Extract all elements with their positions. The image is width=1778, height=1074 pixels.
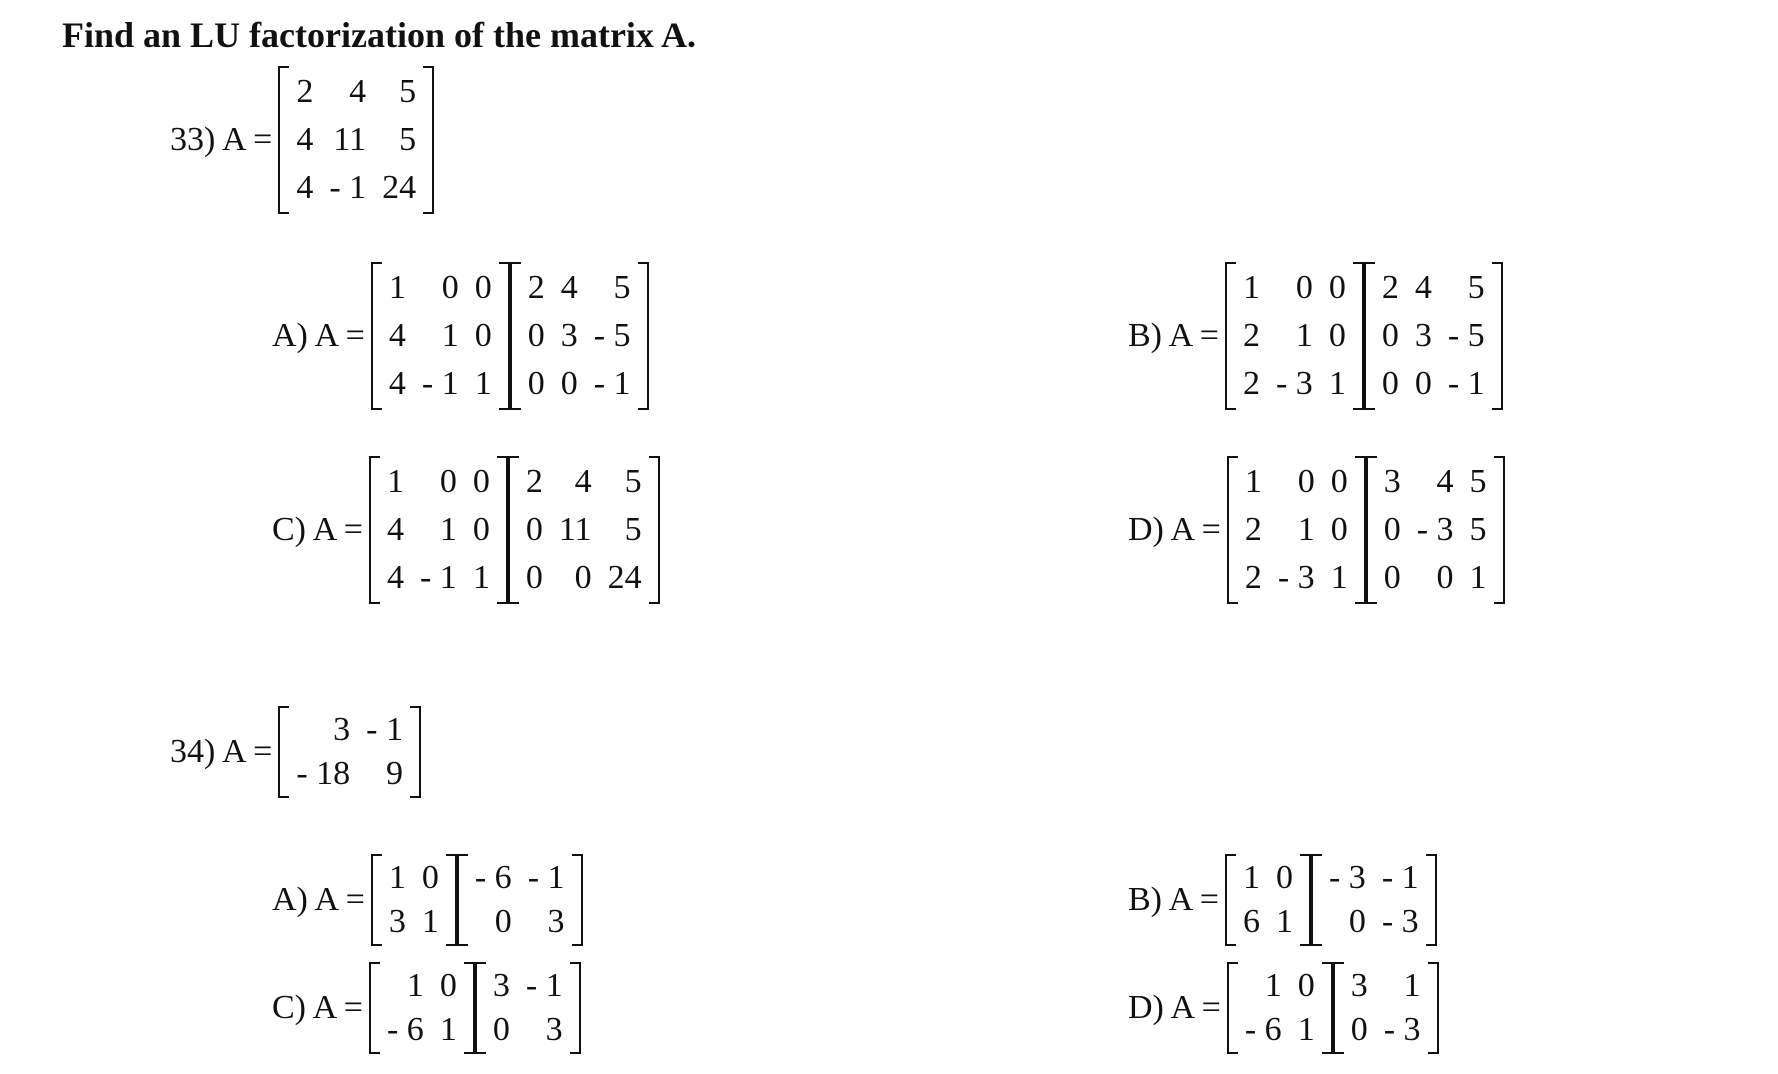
- problem-33-choice-b: [1128, 262, 1503, 410]
- matrix-entry: - 6: [474, 859, 512, 896]
- choice-label: C) A =: [272, 989, 363, 1026]
- matrix-entry: 0: [525, 511, 543, 548]
- problem-34-matrix: [278, 706, 421, 798]
- matrix-entry: 2: [296, 73, 314, 110]
- matrix-entry: 11: [558, 511, 592, 548]
- problem-33-statement: [170, 66, 434, 214]
- matrix-entry: 4: [560, 269, 578, 306]
- problem-34-statement: [170, 706, 421, 798]
- choice-label: B) A =: [1128, 881, 1219, 918]
- l-matrix: [1225, 854, 1311, 946]
- matrix-entry: 1: [441, 317, 459, 354]
- matrix-entry: 0: [1295, 269, 1313, 306]
- matrix-entry: 3: [333, 711, 351, 748]
- matrix-entry: 11: [333, 121, 367, 158]
- matrix-entry: 1: [439, 1011, 457, 1048]
- choice-label: A) A =: [272, 881, 365, 918]
- matrix-entry: 0: [474, 317, 492, 354]
- matrix-entry: - 6: [1244, 1011, 1282, 1048]
- problem-34-choice-b: [1128, 854, 1437, 946]
- matrix-entry: 5: [613, 269, 631, 306]
- l-matrix: [1227, 456, 1366, 604]
- matrix-entry: 0: [441, 269, 459, 306]
- matrix-entry: 0: [1383, 559, 1401, 596]
- matrix-entry: 24: [382, 169, 417, 206]
- matrix-entry: 4: [388, 365, 406, 402]
- choice-label: D) A =: [1128, 989, 1221, 1026]
- page-title: Find an LU factorization of the matrix A.: [62, 15, 696, 55]
- matrix-entry: 4: [386, 511, 404, 548]
- matrix-entry: - 1: [329, 169, 367, 206]
- matrix-entry: - 3: [1416, 511, 1454, 548]
- matrix-entry: 1: [406, 967, 424, 1004]
- matrix-entry: 0: [1297, 463, 1315, 500]
- u-matrix: [1333, 962, 1439, 1054]
- matrix-entry: 0: [1348, 903, 1366, 940]
- matrix-entry: 2: [1244, 511, 1262, 548]
- matrix-entry: 0: [1381, 317, 1399, 354]
- matrix-entry: - 1: [421, 365, 459, 402]
- matrix-entry: 0: [1330, 463, 1348, 500]
- l-matrix: [1225, 262, 1364, 410]
- choice-label: C) A =: [272, 511, 363, 548]
- matrix-entry: - 1: [527, 859, 565, 896]
- choice-label: B) A =: [1128, 317, 1219, 354]
- matrix-entry: 0: [525, 559, 543, 596]
- matrix-entry: - 5: [593, 317, 631, 354]
- matrix-entry: 0: [439, 463, 457, 500]
- matrix-entry: 2: [1242, 317, 1260, 354]
- matrix-entry: 0: [421, 859, 439, 896]
- matrix-entry: 2: [1244, 559, 1262, 596]
- matrix-entry: 4: [386, 559, 404, 596]
- matrix-entry: 1: [1275, 903, 1293, 940]
- problem-34-choice-d: [1128, 962, 1439, 1054]
- matrix-entry: 9: [385, 755, 403, 792]
- matrix-entry: 1: [388, 269, 406, 306]
- matrix-entry: 0: [527, 365, 545, 402]
- matrix-entry: 5: [624, 511, 642, 548]
- matrix-entry: 0: [1328, 269, 1346, 306]
- problem-33-choice-a: [272, 262, 649, 410]
- matrix-entry: 3: [547, 903, 565, 940]
- matrix-entry: 0: [474, 269, 492, 306]
- l-matrix: [369, 456, 508, 604]
- matrix-entry: 3: [1414, 317, 1432, 354]
- matrix-entry: 1: [439, 511, 457, 548]
- matrix-entry: 1: [1242, 269, 1260, 306]
- problem-34-label: 34) A =: [170, 733, 273, 770]
- matrix-entry: - 3: [1383, 1011, 1421, 1048]
- matrix-entry: 5: [399, 121, 417, 158]
- matrix-entry: 1: [1295, 317, 1313, 354]
- matrix-entry: - 3: [1277, 559, 1315, 596]
- matrix-entry: 1: [1469, 559, 1487, 596]
- matrix-entry: 4: [574, 463, 592, 500]
- matrix-entry: 2: [1242, 365, 1260, 402]
- matrix-entry: 0: [560, 365, 578, 402]
- matrix-entry: 4: [296, 169, 314, 206]
- matrix-entry: - 18: [296, 755, 351, 792]
- matrix-entry: 0: [574, 559, 592, 596]
- l-matrix: [369, 962, 475, 1054]
- matrix-entry: 2: [527, 269, 545, 306]
- matrix-entry: 3: [492, 967, 510, 1004]
- matrix-entry: 1: [1328, 365, 1346, 402]
- matrix-entry: 1: [388, 859, 406, 896]
- matrix-entry: 4: [296, 121, 314, 158]
- matrix-entry: 1: [474, 365, 492, 402]
- matrix-entry: 6: [1242, 903, 1260, 940]
- l-matrix: [1227, 962, 1333, 1054]
- matrix-entry: 0: [472, 511, 490, 548]
- matrix-entry: 5: [1469, 511, 1487, 548]
- problem-33-label: 33) A =: [170, 121, 273, 158]
- problem-33-matrix: [278, 66, 434, 214]
- matrix-entry: 1: [386, 463, 404, 500]
- matrix-entry: 4: [1436, 463, 1454, 500]
- matrix-entry: 1: [472, 559, 490, 596]
- matrix-entry: - 1: [419, 559, 457, 596]
- matrix-entry: 0: [1414, 365, 1432, 402]
- u-matrix: [1364, 262, 1503, 410]
- problem-34-choice-a: [272, 854, 583, 946]
- matrix-entry: - 3: [1381, 903, 1419, 940]
- problem-33-choice-c: [272, 456, 660, 604]
- matrix-entry: 0: [1383, 511, 1401, 548]
- matrix-entry: - 1: [366, 711, 403, 748]
- matrix-entry: - 1: [1447, 365, 1485, 402]
- matrix-entry: 3: [388, 903, 406, 940]
- matrix-entry: 1: [1330, 559, 1348, 596]
- matrix-entry: - 1: [1381, 859, 1419, 896]
- matrix-entry: 2: [1381, 269, 1399, 306]
- problem-34-choice-c: [272, 962, 581, 1054]
- matrix-entry: 1: [421, 903, 439, 940]
- matrix-entry: 0: [1297, 967, 1315, 1004]
- matrix-entry: - 5: [1447, 317, 1485, 354]
- matrix-entry: 3: [545, 1011, 563, 1048]
- choice-label: A) A =: [272, 317, 365, 354]
- matrix-entry: 3: [1350, 967, 1368, 1004]
- matrix-entry: - 1: [525, 967, 563, 1004]
- matrix-entry: 1: [1403, 967, 1421, 1004]
- matrix-entry: - 3: [1275, 365, 1313, 402]
- u-matrix: [510, 262, 649, 410]
- u-matrix: [457, 854, 583, 946]
- matrix-entry: 3: [560, 317, 578, 354]
- matrix-entry: 0: [472, 463, 490, 500]
- matrix-entry: - 6: [386, 1011, 424, 1048]
- u-matrix: [1311, 854, 1437, 946]
- matrix-entry: 5: [399, 73, 417, 110]
- matrix-entry: 0: [1328, 317, 1346, 354]
- u-matrix: [475, 962, 581, 1054]
- matrix-entry: 5: [1467, 269, 1485, 306]
- u-matrix: [508, 456, 660, 604]
- matrix-entry: 3: [1383, 463, 1401, 500]
- matrix-entry: 0: [439, 967, 457, 1004]
- matrix-entry: - 3: [1328, 859, 1366, 896]
- matrix-entry: 1: [1297, 1011, 1315, 1048]
- matrix-entry: 5: [624, 463, 642, 500]
- matrix-entry: 0: [1436, 559, 1454, 596]
- matrix-entry: 0: [1330, 511, 1348, 548]
- matrix-entry: 1: [1297, 511, 1315, 548]
- l-matrix: [371, 854, 457, 946]
- matrix-entry: 0: [1275, 859, 1293, 896]
- matrix-entry: 1: [1242, 859, 1260, 896]
- l-matrix: [371, 262, 510, 410]
- matrix-entry: 4: [388, 317, 406, 354]
- matrix-entry: 1: [1244, 463, 1262, 500]
- choice-label: D) A =: [1128, 511, 1221, 548]
- matrix-entry: - 1: [593, 365, 631, 402]
- u-matrix: [1366, 456, 1505, 604]
- matrix-entry: 4: [349, 73, 367, 110]
- problem-33-choice-d: [1128, 456, 1505, 604]
- matrix-entry: 0: [494, 903, 512, 940]
- matrix-entry: 1: [1264, 967, 1282, 1004]
- matrix-entry: 0: [492, 1011, 510, 1048]
- matrix-entry: 2: [525, 463, 543, 500]
- matrix-entry: 5: [1469, 463, 1487, 500]
- matrix-entry: 0: [527, 317, 545, 354]
- matrix-entry: 4: [1414, 269, 1432, 306]
- matrix-entry: 0: [1381, 365, 1399, 402]
- matrix-entry: 24: [607, 559, 642, 596]
- matrix-entry: 0: [1350, 1011, 1368, 1048]
